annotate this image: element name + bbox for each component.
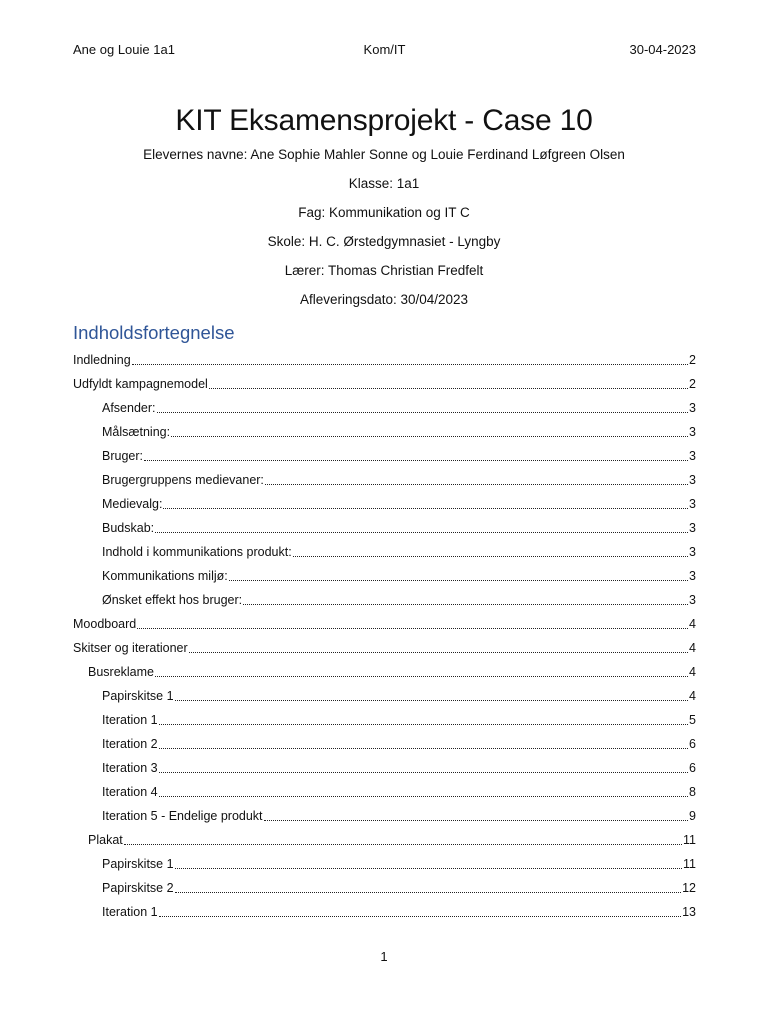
toc-entry-page: 2 <box>689 377 696 391</box>
toc-entry-label: Medievalg: <box>102 497 163 511</box>
toc-entry[interactable] <box>73 780 696 804</box>
toc-entry[interactable] <box>73 420 696 444</box>
toc-dot-leader <box>159 772 688 773</box>
toc-entry[interactable] <box>73 828 696 852</box>
toc-entry-page: 2 <box>689 353 696 367</box>
toc-entry[interactable] <box>73 588 696 612</box>
toc-dot-leader <box>144 460 688 461</box>
toc-entry-label: Iteration 1 <box>102 905 158 919</box>
toc-entry-page: 13 <box>682 905 696 919</box>
toc-entry-page: 11 <box>683 857 696 871</box>
toc-entry-label: Udfyldt kampagnemodel <box>73 377 208 391</box>
toc-dot-leader <box>159 916 682 917</box>
toc-entry-page: 12 <box>682 881 696 895</box>
toc-entry-label: Iteration 1 <box>102 713 158 727</box>
header-date: 30-04-2023 <box>629 42 696 57</box>
toc-entry[interactable] <box>73 444 696 468</box>
toc-entry-page: 4 <box>689 617 696 631</box>
toc-entry[interactable] <box>73 348 696 372</box>
toc-entry-label: Bruger: <box>102 449 143 463</box>
toc-entry-label: Iteration 3 <box>102 761 158 775</box>
toc-entry-label: Indledning <box>73 353 131 367</box>
table-of-contents <box>73 348 696 924</box>
toc-entry-page: 3 <box>689 569 696 583</box>
toc-entry-page: 3 <box>689 545 696 559</box>
toc-dot-leader <box>175 892 682 893</box>
toc-dot-leader <box>175 700 688 701</box>
toc-entry-page: 8 <box>689 785 696 799</box>
toc-dot-leader <box>157 412 689 413</box>
toc-entry[interactable] <box>73 612 696 636</box>
document-title: KIT Eksamensprojekt - Case 10 <box>175 104 593 137</box>
toc-entry-page: 6 <box>689 761 696 775</box>
toc-dot-leader <box>243 604 688 605</box>
toc-dot-leader <box>137 628 688 629</box>
toc-entry-label: Målsætning: <box>102 425 171 439</box>
toc-dot-leader <box>159 748 688 749</box>
toc-entry[interactable] <box>73 468 696 492</box>
page-header <box>73 42 696 60</box>
toc-entry-page: 3 <box>689 521 696 535</box>
toc-entry-label: Moodboard <box>73 617 137 631</box>
toc-entry[interactable] <box>73 372 696 396</box>
toc-entry[interactable] <box>73 564 696 588</box>
toc-dot-leader <box>124 844 682 845</box>
toc-entry-page: 5 <box>689 713 696 727</box>
toc-entry[interactable] <box>73 516 696 540</box>
toc-dot-leader <box>171 436 688 437</box>
toc-dot-leader <box>265 484 688 485</box>
toc-entry[interactable] <box>73 540 696 564</box>
toc-entry-page: 4 <box>689 665 696 679</box>
toc-entry-label: Ønsket effekt hos bruger: <box>102 593 243 607</box>
toc-entry-page: 3 <box>689 497 696 511</box>
toc-entry[interactable] <box>73 396 696 420</box>
toc-entry-page: 3 <box>689 473 696 487</box>
toc-dot-leader <box>159 796 688 797</box>
toc-entry-page: 4 <box>689 641 696 655</box>
toc-dot-leader <box>229 580 688 581</box>
toc-entry-page: 6 <box>689 737 696 751</box>
toc-entry[interactable] <box>73 876 696 900</box>
toc-entry-label: Kommunikations miljø: <box>102 569 228 583</box>
student-names: Elevernes navne: Ane Sophie Mahler Sonne og Louie Ferdinand Løfgreen Olsen <box>143 147 625 162</box>
delivery-date-line: Afleveringsdato: 30/04/2023 <box>299 292 469 307</box>
class-line: Klasse: 1a1 <box>348 176 420 191</box>
toc-entry[interactable] <box>73 804 696 828</box>
page-number: 1 <box>380 949 388 964</box>
header-subject: Kom/IT <box>363 42 406 57</box>
toc-entry[interactable] <box>73 636 696 660</box>
toc-entry-label: Papirskitse 1 <box>102 857 174 871</box>
teacher-line: Lærer: Thomas Christian Fredfelt <box>284 263 484 278</box>
toc-entry-label: Indhold i kommunikations produkt: <box>102 545 292 559</box>
school-line: Skole: H. C. Ørstedgymnasiet - Lyngby <box>267 234 501 249</box>
toc-entry[interactable] <box>73 492 696 516</box>
toc-dot-leader <box>159 724 688 725</box>
toc-entry[interactable] <box>73 852 696 876</box>
toc-entry[interactable] <box>73 708 696 732</box>
toc-entry[interactable] <box>73 684 696 708</box>
toc-entry[interactable] <box>73 756 696 780</box>
toc-entry-label: Iteration 2 <box>102 737 158 751</box>
toc-entry-page: 3 <box>689 593 696 607</box>
toc-entry[interactable] <box>73 660 696 684</box>
toc-entry-page: 3 <box>689 425 696 439</box>
toc-entry-label: Papirskitse 1 <box>102 689 174 703</box>
toc-entry-page: 4 <box>689 689 696 703</box>
toc-entry[interactable] <box>73 900 696 924</box>
toc-dot-leader <box>175 868 682 869</box>
toc-dot-leader <box>132 364 688 365</box>
toc-entry-label: Iteration 4 <box>102 785 158 799</box>
toc-dot-leader <box>264 820 689 821</box>
toc-dot-leader <box>155 676 688 677</box>
toc-entry-page: 3 <box>689 401 696 415</box>
toc-entry-label: Iteration 5 - Endelige produkt <box>102 809 263 823</box>
header-authors: Ane og Louie 1a1 <box>73 42 175 57</box>
toc-dot-leader <box>293 556 688 557</box>
subject-line: Fag: Kommunikation og IT C <box>298 205 470 220</box>
toc-entry-label: Papirskitse 2 <box>102 881 174 895</box>
toc-entry-page: 3 <box>689 449 696 463</box>
toc-entry[interactable] <box>73 732 696 756</box>
toc-entry-label: Plakat <box>88 833 123 847</box>
toc-entry-label: Busreklame <box>88 665 154 679</box>
toc-entry-label: Budskab: <box>102 521 155 535</box>
toc-entry-page: 9 <box>689 809 696 823</box>
toc-dot-leader <box>209 388 688 389</box>
toc-heading: Indholdsfortegnelse <box>73 322 235 343</box>
toc-entry-label: Brugergruppens medievaner: <box>102 473 264 487</box>
toc-dot-leader <box>189 652 688 653</box>
toc-entry-page: 11 <box>683 833 696 847</box>
toc-dot-leader <box>155 532 688 533</box>
toc-entry-label: Afsender: <box>102 401 156 415</box>
toc-dot-leader <box>163 508 688 509</box>
toc-entry-label: Skitser og iterationer <box>73 641 188 655</box>
